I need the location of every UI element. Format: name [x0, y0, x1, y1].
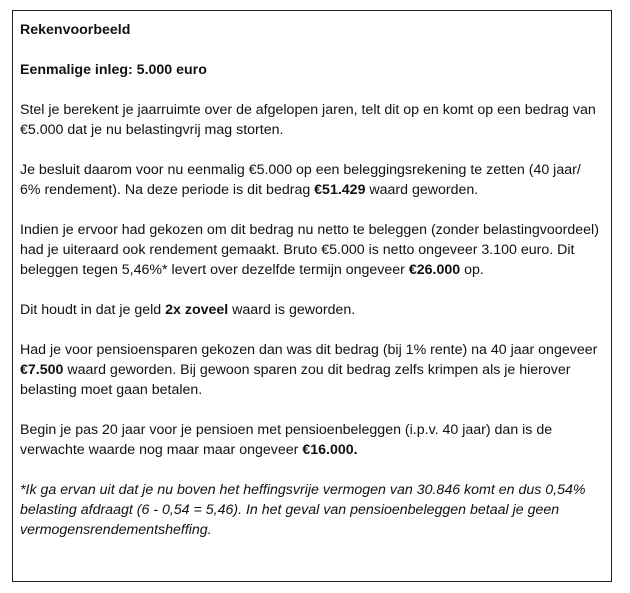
multiplier: 2x zoveel [165, 302, 229, 318]
paragraph-late-start [20, 420, 604, 460]
box-title: Rekenvoorbeeld [20, 22, 131, 38]
example-calculation-box [12, 10, 612, 582]
paragraph-pension-saving [20, 340, 604, 400]
text: Dit houdt in dat je geld [20, 302, 166, 318]
result-amount: €51.429 [314, 182, 366, 198]
text: waard geworden. [365, 182, 479, 198]
paragraph-conclusion [20, 300, 604, 320]
footnote: *Ik ga ervan uit dat je nu boven het heffingsvrije vermogen van 30.846 komt en dus 0,54% belasting afdraagt (6 - 0,54 = 5,46). In het geval van pensioenbeleggen betaal je geen vermogensrendementsheffing. [20, 482, 586, 538]
paragraph-investment-result [20, 160, 604, 200]
net-amount: €26.000 [408, 262, 461, 278]
saving-amount: €7.500 [20, 362, 64, 378]
text: Had je voor pensioensparen gekozen dan was dit bedrag (bij 1% rente) na 40 jaar ongeveer [20, 342, 598, 358]
text: waard geworden. Bij gewoon sparen zou dit bedrag zelfs krimpen als je hierover belasting moet gaan betalen. [20, 362, 571, 398]
deposit-heading: Eenmalige inleg: 5.000 euro [20, 62, 207, 78]
text: Je besluit daarom voor nu eenmalig €5.000 op een beleggingsrekening te zetten (40 jaar/ 6% rendement). Na deze periode is dit bedrag [20, 162, 581, 198]
text: waard is geworden. [228, 302, 356, 318]
paragraph-net-investing [20, 220, 604, 280]
text: Begin je pas 20 jaar voor je pensioen met pensioenbeleggen (i.p.v. 40 jaar) dan is de verwachte waarde nog maar maar ongeveer [20, 422, 553, 458]
paragraph-annual-space: Stel je berekent je jaarruimte over de afgelopen jaren, telt dit op en komt op een bedrag van €5.000 dat je nu belastingvrij mag storten. [20, 102, 596, 138]
text: Indien je ervoor had gekozen om dit bedrag nu netto te beleggen (zonder belastingvoordeel) had je uiteraard ook rendement gemaakt. Bruto €5.000 is netto ongeveer 3.100 euro. Dit beleggen tegen 5,46%* levert over dezelfde termijn ongeveer [20, 222, 599, 278]
text: op. [460, 262, 484, 278]
late-start-amount: €16.000. [302, 442, 358, 458]
